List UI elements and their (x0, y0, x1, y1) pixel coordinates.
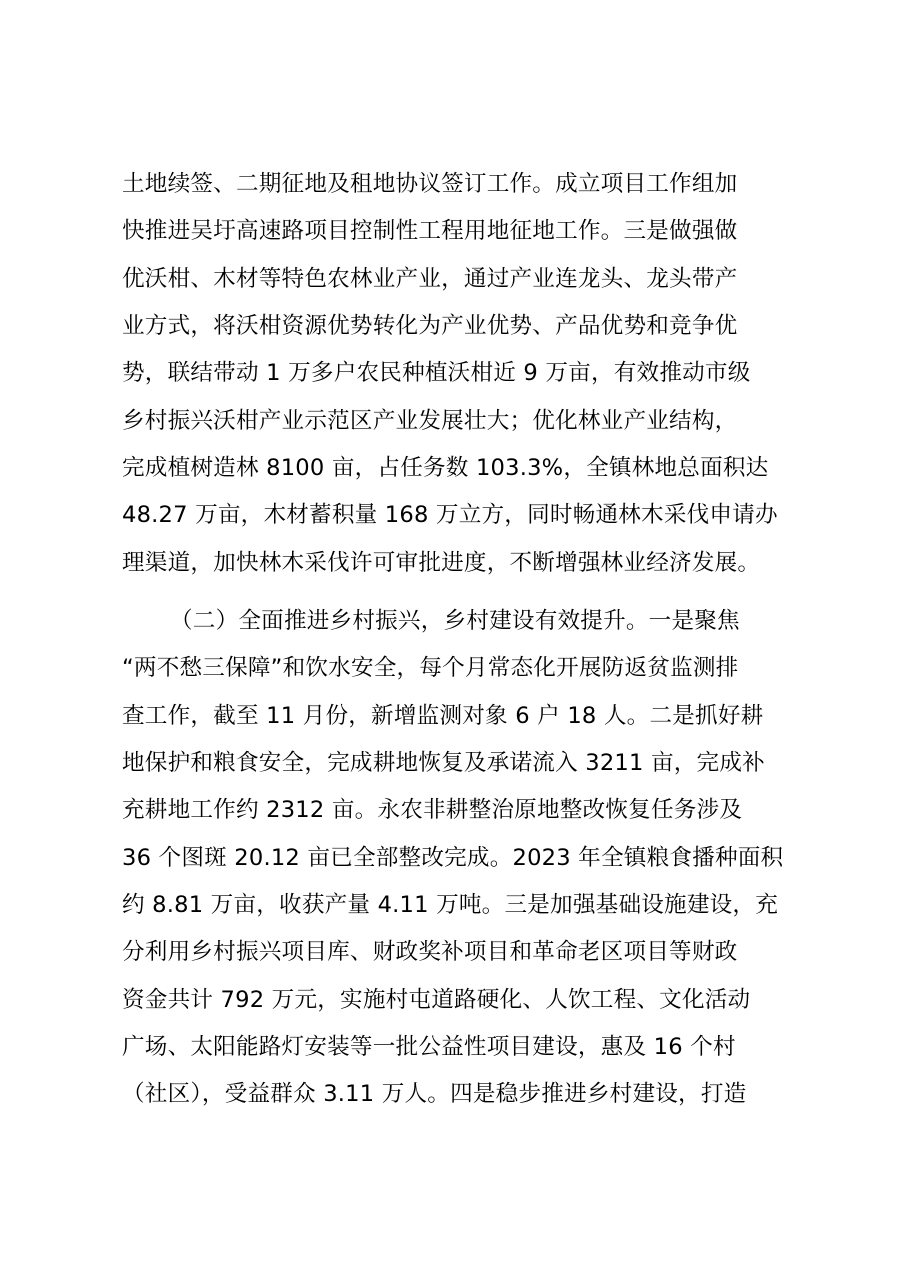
text-line: 充耕地工作约 2312 亩。永农非耕整治原地整改恢复任务涉及 (122, 797, 743, 823)
text-line: 36 个图斑 20.12 亩已全部整改完成。2023 年全镇粮食播种面积 (122, 845, 784, 871)
text-line: 乡村振兴沃柑产业示范区产业发展壮大；优化林业产业结构， (122, 408, 738, 434)
text-line: 约 8.81 万亩，收获产量 4.11 万吨。三是加强基础设施建设，充 (122, 892, 778, 918)
text-line: 广场、太阳能路灯安装等一批公益性项目建设，惠及 16 个村 (122, 1034, 736, 1060)
text-line: 查工作，截至 11 月份，新增监测对象 6 户 18 人。二是抓好耕 (122, 703, 764, 729)
text-line: 地保护和粮食安全，完成耕地恢复及承诺流入 3211 亩，完成补 (122, 750, 765, 776)
text-line: 优沃柑、木材等特色农林业产业，通过产业连龙头、龙头带产 (122, 266, 738, 292)
text-line: 快推进吴圩高速路项目控制性工程用地征地工作。三是做强做 (122, 218, 738, 244)
text-line: （社区），受益群众 3.11 万人。四是稳步推进乡村建设，打造 (122, 1081, 747, 1107)
text-line: 分利用乡村振兴项目库、财政奖补项目和革命老区项目等财政 (122, 939, 738, 965)
text-line: 土地续签、二期征地及租地协议签订工作。成立项目工作组加 (122, 171, 738, 197)
text-line: 48.27 万亩，木材蓄积量 168 万立方，同时畅通林木采伐申请办 (122, 502, 778, 528)
text-line: “两不愁三保障”和饮水安全，每个月常态化开展防返贫监测排 (122, 655, 739, 681)
text-line: 业方式，将沃柑资源优势转化为产业优势、产品优势和竞争优 (122, 313, 738, 339)
paragraph-heading-line: （二）全面推进乡村振兴，乡村建设有效提升。一是聚焦 (170, 608, 740, 634)
text-line: 资金共计 792 万元，实施村屯道路硬化、人饮工程、文化活动 (122, 987, 751, 1013)
text-line: 完成植树造林 8100 亩，占任务数 103.3%，全镇林地总面积达 (122, 455, 769, 481)
text-line: 理渠道，加快林木采伐许可审批进度，不断增强林业经济发展。 (122, 550, 761, 576)
text-line: 势，联结带动 1 万多户农民种植沃柑近 9 万亩，有效推动市级 (122, 360, 751, 386)
